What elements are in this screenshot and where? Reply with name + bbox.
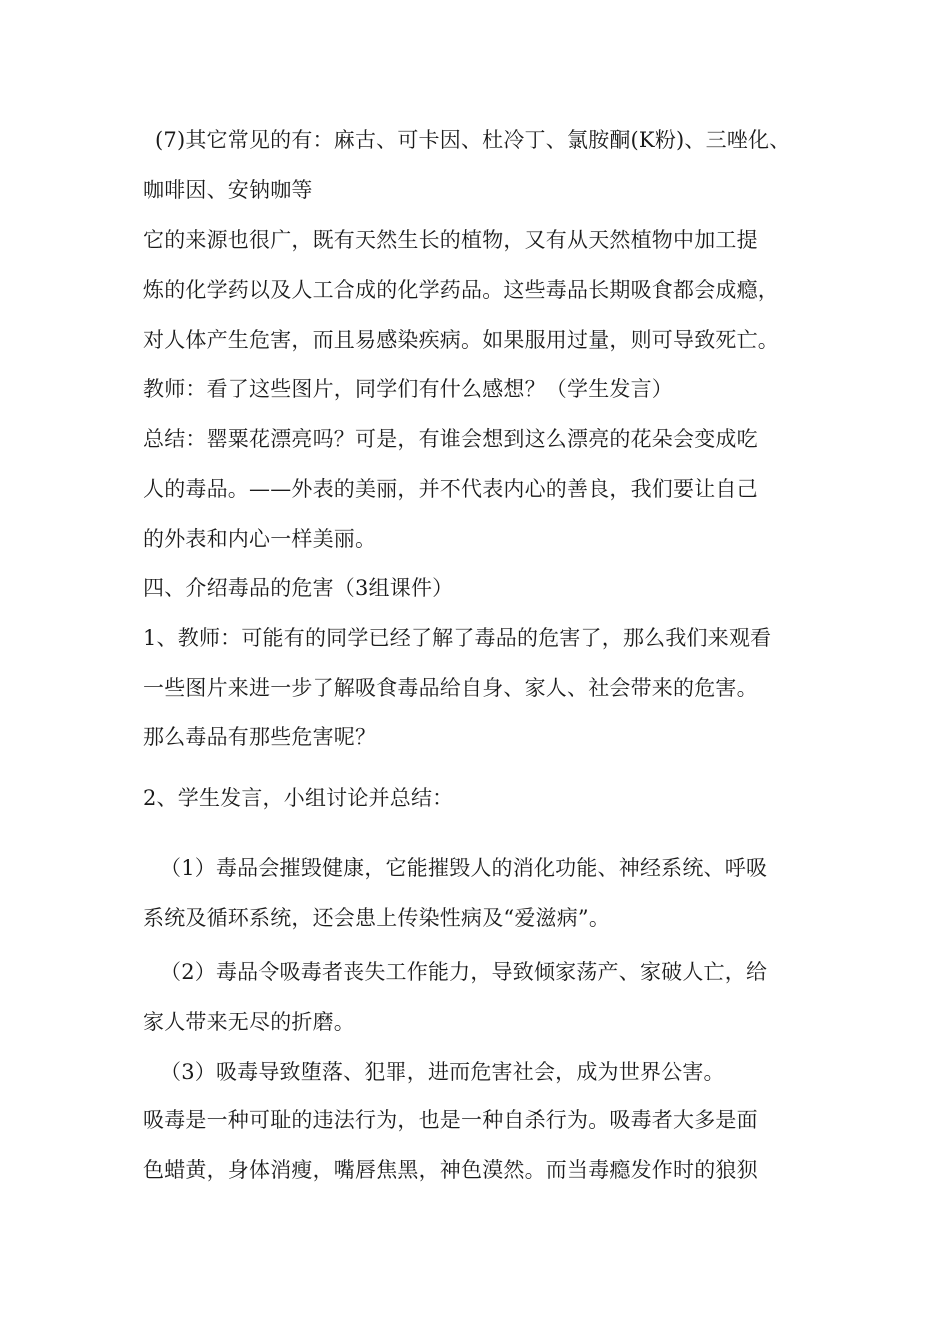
list-item: （1）毒品会摧毁健康，它能摧毁人的消化功能、神经系统、呼吸 xyxy=(160,856,768,880)
text-line: 炼的化学药以及人工合成的化学药品。这些毒品长期吸食都会成瘾， xyxy=(143,278,779,302)
text-line: 它的来源也很广，既有天然生长的植物，又有从天然植物中加工提 xyxy=(143,228,758,252)
text-line: 系统及循环系统，还会患上传染性病及“爱滋病”。 xyxy=(143,906,611,930)
text-line: 咖啡因、安钠咖等 xyxy=(143,178,313,202)
text-line: 2、学生发言，小组讨论并总结： xyxy=(143,786,454,810)
text-line: 家人带来无尽的折磨。 xyxy=(143,1010,355,1034)
text-line: 一些图片来进一步了解吸食毒品给自身、家人、社会带来的危害。 xyxy=(143,676,758,700)
text-line: 总结：罂粟花漂亮吗？可是，有谁会想到这么漂亮的花朵会变成吃 xyxy=(143,427,758,451)
text-line: 1、教师：可能有的同学已经了解了毒品的危害了，那么我们来观看 xyxy=(143,626,772,650)
list-item: （2）毒品令吸毒者丧失工作能力，导致倾家荡产、家破人亡，给 xyxy=(160,960,768,984)
text-line: (7)其它常见的有：麻古、可卡因、杜冷丁、氯胺酮(K粉)、三唑化、 xyxy=(155,128,791,152)
text-line: 色蜡黄，身体消瘦，嘴唇焦黑，神色漠然。而当毒瘾发作时的狼狈 xyxy=(143,1158,758,1182)
text-line: 那么毒品有那些危害呢？ xyxy=(143,725,377,749)
text-line: 教师：看了这些图片，同学们有什么感想？（学生发言） xyxy=(143,377,673,401)
text-line: 的外表和内心一样美丽。 xyxy=(143,527,377,551)
text-line: 对人体产生危害，而且易感染疾病。如果服用过量，则可导致死亡。 xyxy=(143,328,779,352)
section-heading: 四、介绍毒品的危害（3组课件） xyxy=(143,576,454,600)
text-line: 人的毒品。——外表的美丽，并不代表内心的善良，我们要让自己 xyxy=(143,477,758,501)
text-line: 吸毒是一种可耻的违法行为，也是一种自杀行为。吸毒者大多是面 xyxy=(143,1108,758,1132)
list-item: （3）吸毒导致堕落、犯罪，进而危害社会，成为世界公害。 xyxy=(160,1060,725,1084)
